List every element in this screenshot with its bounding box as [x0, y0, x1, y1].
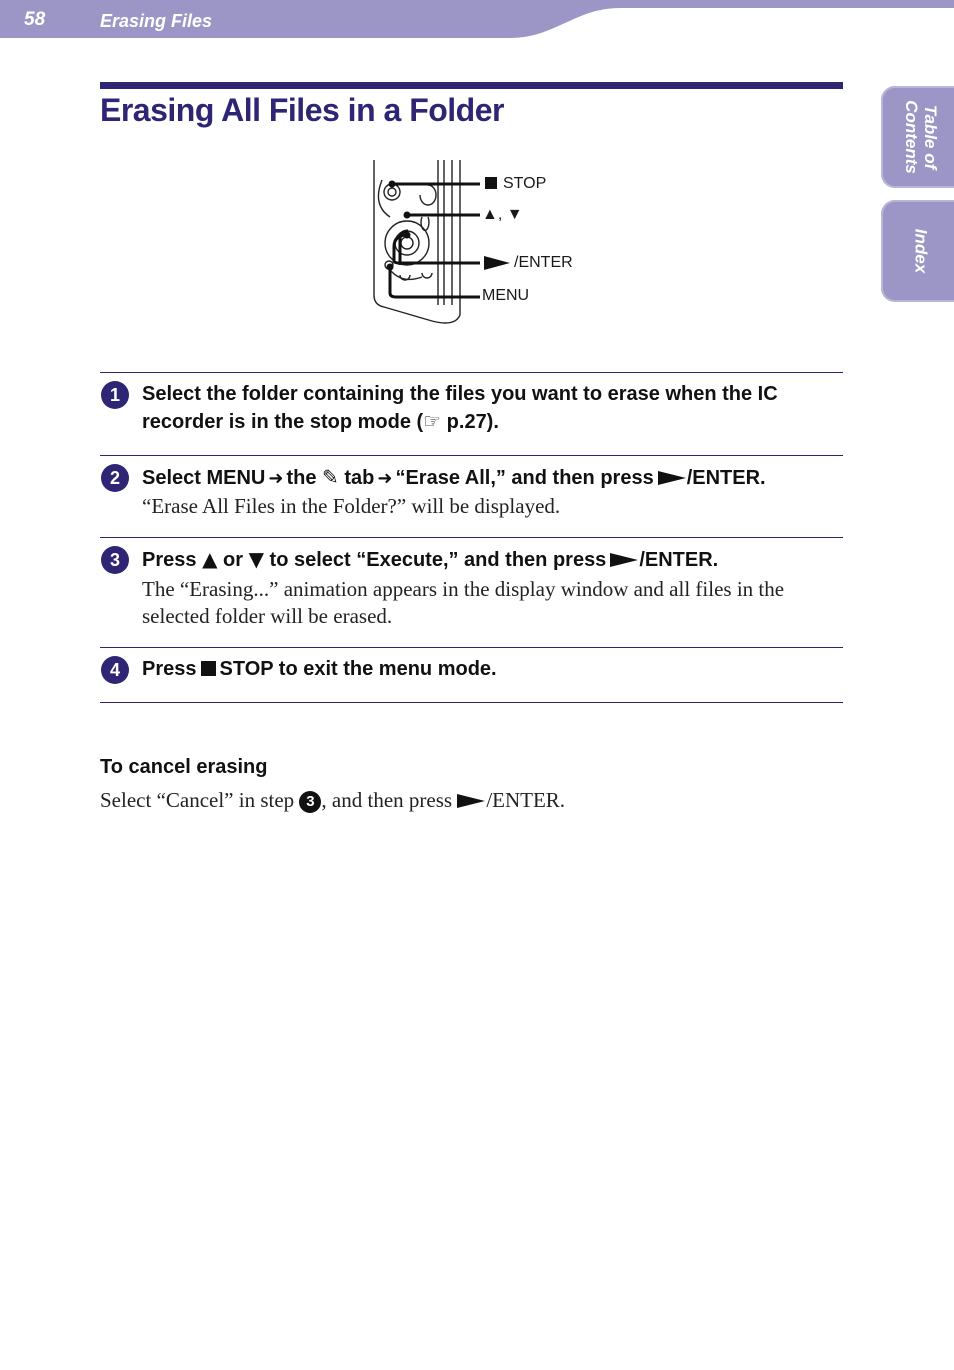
step-3-instruction	[142, 546, 842, 574]
stop-icon	[201, 661, 216, 676]
cancel-text	[100, 787, 565, 814]
step-number-4: 4	[101, 656, 129, 684]
title-rule	[100, 82, 843, 89]
step-reference-badge: 3	[299, 791, 321, 813]
tab-index-label: Index	[911, 228, 931, 274]
step-3-description: The “Erasing...” animation appears in the display window and all files in the selected folder will be erased.	[142, 577, 785, 628]
illus-label-up-down: ▲, ▼	[482, 206, 523, 223]
arrow-right-icon: ➜	[268, 468, 284, 489]
play-icon	[610, 553, 638, 567]
step-2-text: tab	[344, 467, 375, 489]
step-2-text: “Erase All,” and then press	[395, 467, 654, 489]
tab-table-of-contents[interactable]	[881, 86, 954, 188]
section-name: Erasing Files	[100, 11, 213, 31]
step-3-text: /ENTER.	[639, 549, 719, 571]
tab-table-of-contents-label: Table of Contents	[902, 100, 940, 174]
step-number-2: 2	[101, 464, 129, 492]
page-reference-icon: ☞	[423, 409, 442, 433]
illus-label-menu: MENU	[482, 287, 530, 304]
down-triangle-icon: ▼	[248, 547, 264, 571]
step-number-3: 3	[101, 546, 129, 574]
step-2-instruction	[142, 464, 842, 492]
step-1-instruction	[142, 381, 842, 436]
tab-index[interactable]	[881, 200, 954, 302]
step-number-1: 1	[101, 381, 129, 409]
play-icon	[457, 794, 485, 808]
illus-label-stop: STOP	[503, 175, 547, 192]
step-2-text: Select MENU	[142, 467, 266, 489]
step-4-text: Press	[142, 658, 197, 680]
cancel-text-c: /ENTER.	[486, 788, 566, 812]
step-1-text-b: p.27).	[441, 411, 499, 433]
arrow-right-icon: ➜	[377, 468, 393, 489]
cancel-text-b: , and then press	[321, 788, 458, 812]
cancel-heading: To cancel erasing	[100, 756, 268, 778]
divider	[100, 537, 843, 538]
step-2-text: the	[286, 467, 317, 489]
cancel-text-a: Select “Cancel” in step	[100, 788, 300, 812]
illus-label-enter: /ENTER	[514, 254, 573, 271]
divider	[100, 455, 843, 456]
step-3-text: or	[223, 549, 244, 571]
step-2-description: “Erase All Files in the Folder?” will be displayed.	[142, 494, 561, 518]
recorder-diagram-icon	[360, 155, 600, 330]
pencil-icon: ✎	[322, 465, 339, 489]
page-number: 58	[24, 9, 46, 30]
step-3-text: Press	[142, 549, 197, 571]
divider	[100, 372, 843, 373]
step-1-text-a: Select the folder containing the files you want to erase when the IC recorder is in the stop mode (	[142, 383, 778, 433]
page-title: Erasing All Files in a Folder	[100, 92, 504, 128]
step-3-text: to select “Execute,” and then press	[269, 549, 607, 571]
divider	[100, 702, 843, 703]
play-icon	[658, 471, 686, 485]
device-illustration	[360, 155, 600, 330]
step-4-text: STOP to exit the menu mode.	[219, 658, 497, 680]
divider	[100, 647, 843, 648]
up-triangle-icon: ▲	[202, 547, 218, 571]
step-4-instruction	[142, 656, 842, 683]
step-2-text: /ENTER.	[686, 467, 766, 489]
